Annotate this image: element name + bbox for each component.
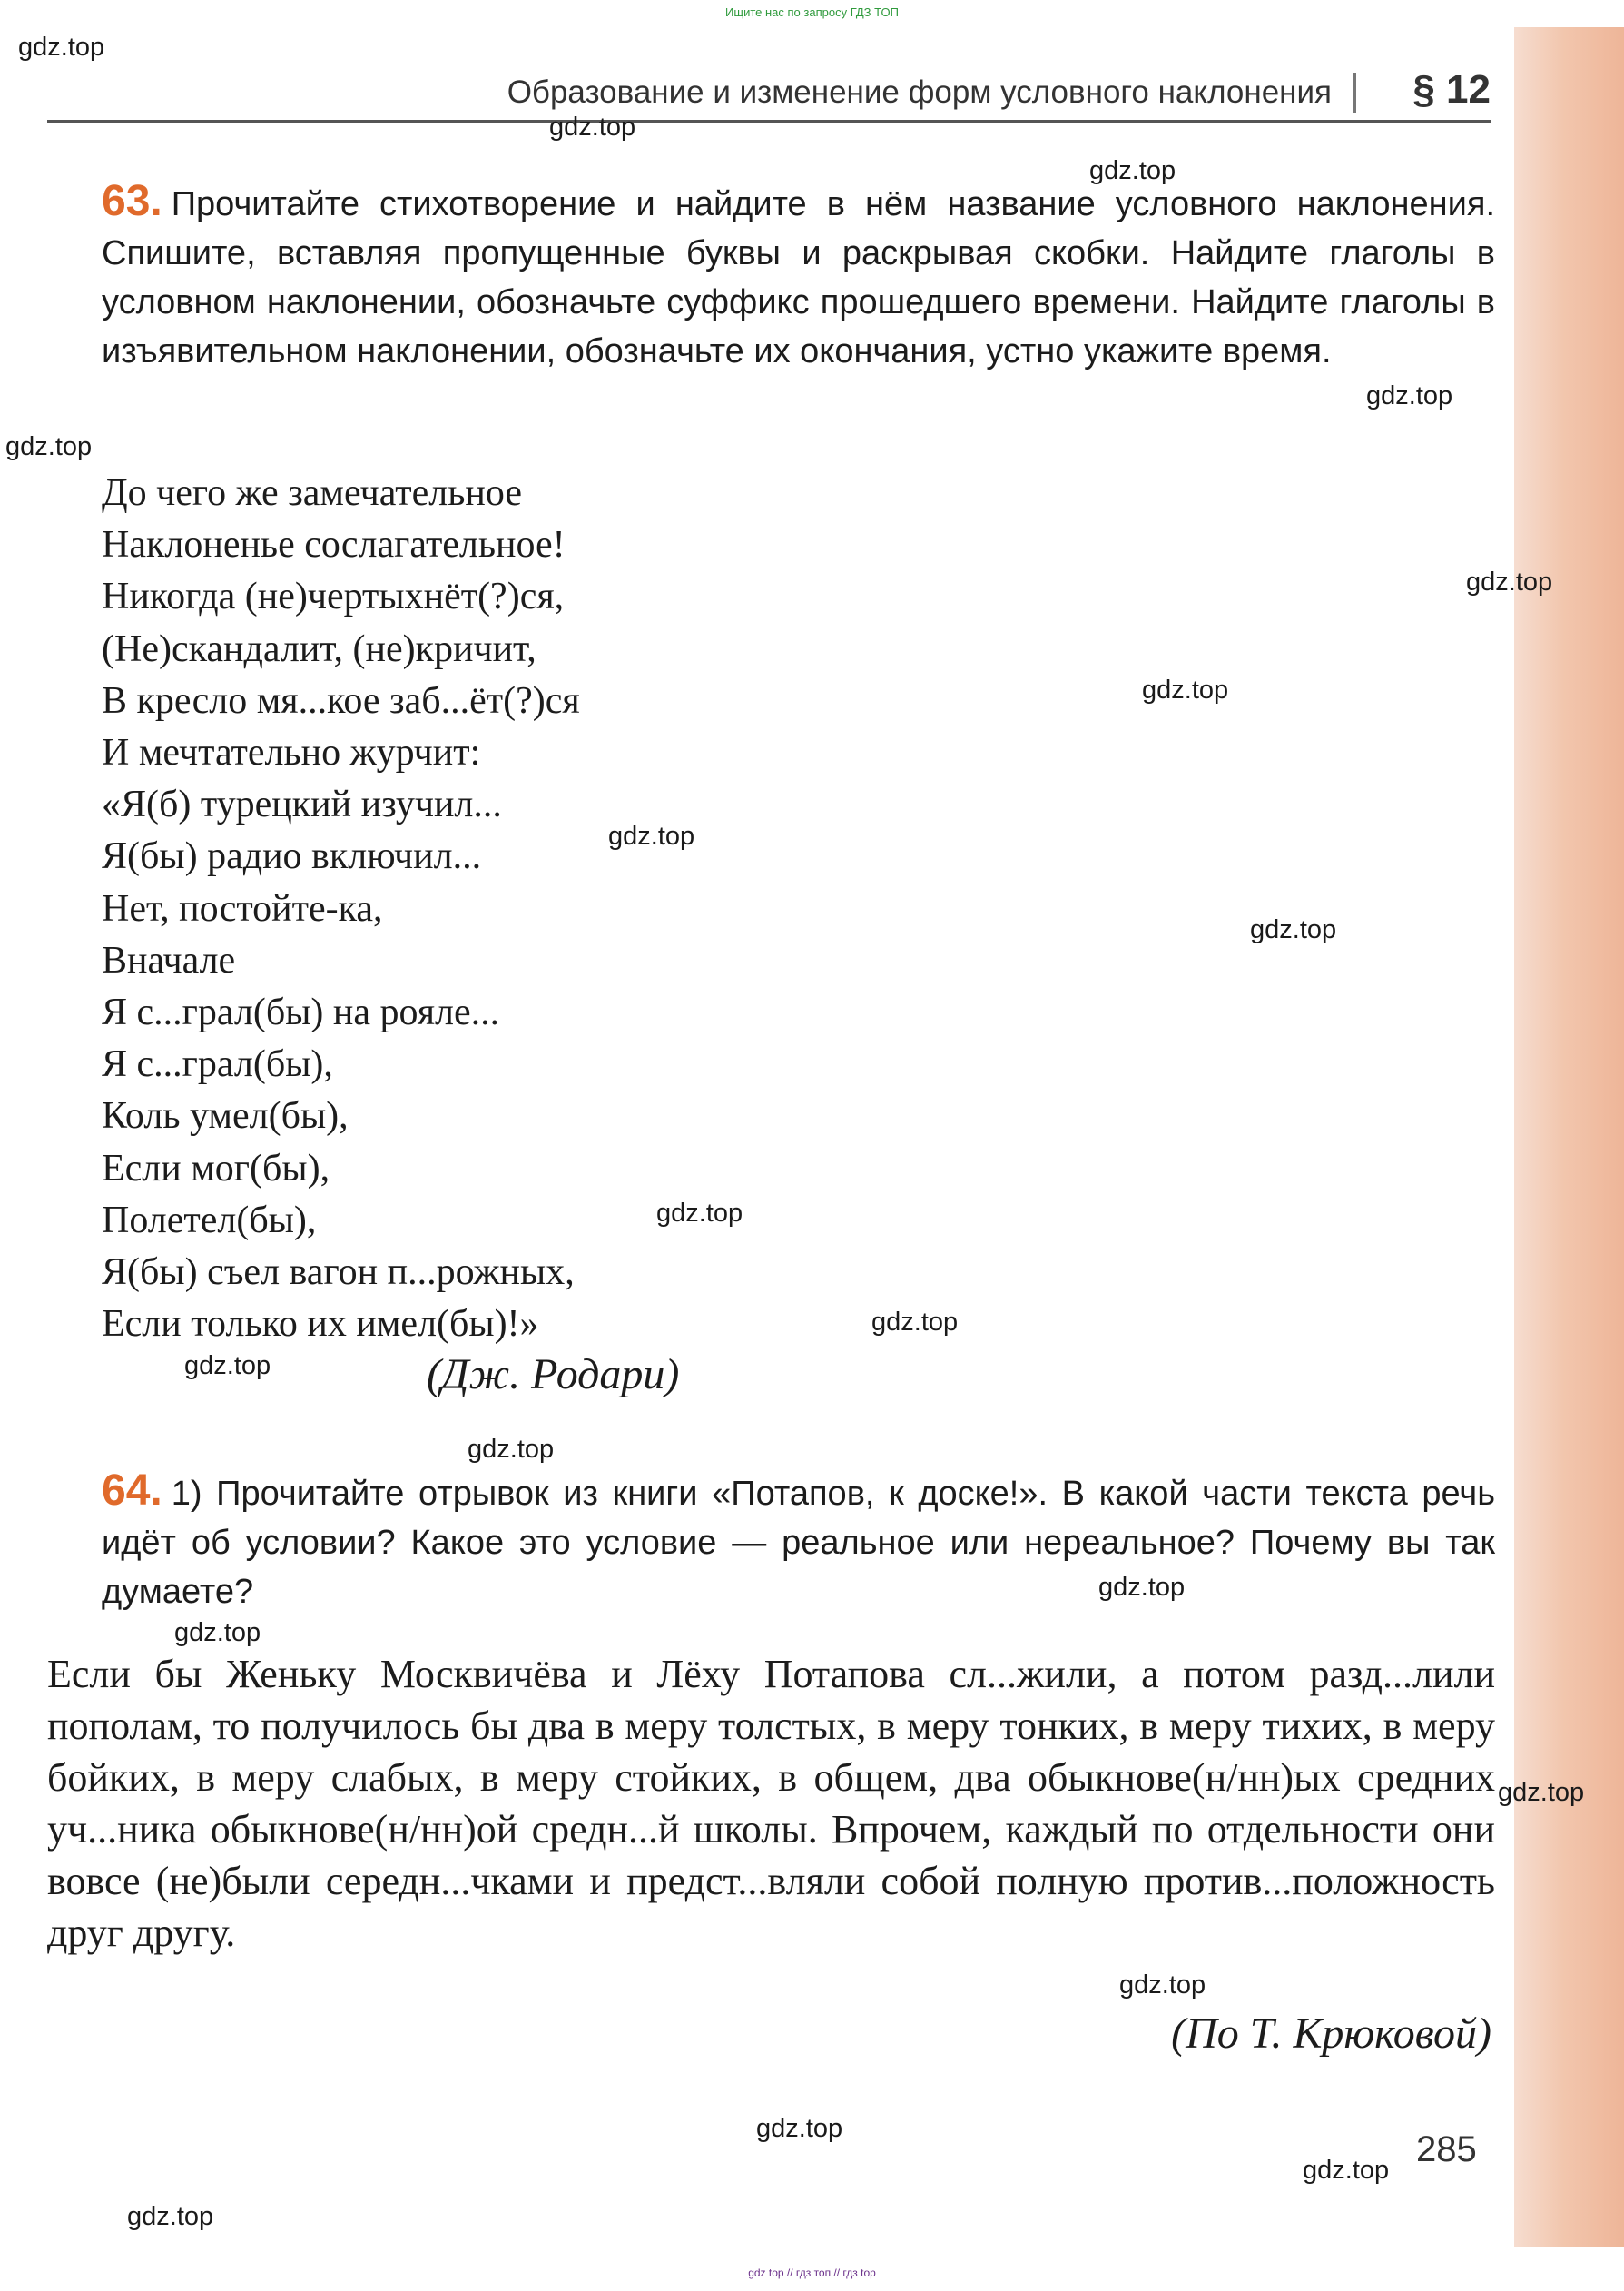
section-number: § 12 (1412, 67, 1491, 112)
site-watermark: gdz.top (1366, 381, 1453, 410)
poem-line: Если мог(бы), (102, 1147, 330, 1190)
site-watermark: gdz.top (468, 1435, 555, 1464)
prose-author: (По Т. Крюковой) (1171, 2010, 1491, 2058)
poem-author: (Дж. Родари) (427, 1350, 680, 1398)
site-watermark: gdz.top (127, 2202, 214, 2231)
site-watermark: gdz.top (184, 1351, 271, 1380)
site-watermark: gdz.top (1142, 676, 1229, 705)
task-63 (102, 177, 1495, 376)
task-number: 63. (102, 177, 162, 225)
site-watermark: gdz.top (1498, 1778, 1585, 1807)
site-watermark: gdz.top (1250, 915, 1337, 944)
site-watermark: gdz.top (656, 1199, 743, 1228)
page-number: 285 (1416, 2129, 1477, 2169)
task-number: 64. (102, 1466, 162, 1515)
site-watermark: gdz.top (1089, 156, 1176, 185)
site-watermark: gdz.top (1098, 1573, 1186, 1602)
site-watermark: gdz.top (5, 432, 93, 461)
site-watermark: gdz.top (756, 2114, 843, 2143)
poem-line: Если только их имел(бы)!» (102, 1303, 539, 1346)
task-64 (102, 1466, 1495, 1616)
prose-excerpt: Если бы Женьку Москвичёва и Лёху Потапова сл...жили, а потом разд...лили пополам, то получилось бы два в меру толстых, в меру тонких, в меру тихих, в меру бойких, в меру слабых, в меру стойких, в общем, два обыкнове(н/нн)ых средних уч...ника обыкнове(н/нн)ой средн...й школы. Впрочем, каждый по отдельности они вовсе (не)были середн...чками и предст...вляли собой полную против...положность друг другу. (47, 1652, 1495, 1955)
poem-line: Нет, постойте-ка, (102, 887, 383, 930)
site-watermark: gdz.top (1119, 1970, 1206, 2000)
poem-line: Я(бы) радио включил... (102, 835, 482, 878)
site-watermark: gdz.top (549, 113, 636, 142)
poem-line: Вначале (102, 939, 236, 982)
bottom-watermark: gdz top // гдз топ // гдз top (748, 2266, 876, 2279)
site-watermark: gdz.top (1303, 2156, 1390, 2185)
task-text: Прочитайте стихотворение и найдите в нём название условного наклонения. Спишите, вставляя пропущенные буквы и раскрывая скобки. Найдите глаголы в условном наклонении, обозначьте суффикс прошедшего времени. Найдите глаголы в изъявительном наклонении, обозначьте их окончания, устно укажите время. (102, 185, 1495, 370)
top-watermark: Ищите нас по запросу ГДЗ ТОП (725, 5, 899, 19)
site-watermark: gdz.top (608, 822, 695, 851)
header-divider (1353, 73, 1356, 113)
header-title: Образование и изменение форм условного наклонения (507, 74, 1332, 110)
poem-line: Никогда (не)чертыхнёт(?)ся, (102, 576, 565, 618)
poem-line: В кресло мя...кое заб...ёт(?)ся (102, 679, 580, 722)
poem-line: (Не)скандалит, (не)кричит, (102, 627, 536, 670)
poem-line: И мечтательно журчит: (102, 732, 481, 775)
poem-line: «Я(б) турецкий изучил... (102, 784, 502, 826)
site-watermark: gdz.top (871, 1308, 959, 1337)
page-edge (1514, 27, 1624, 2247)
poem-line: Я(бы) съел вагон п...рожных, (102, 1251, 575, 1294)
site-watermark: gdz.top (1466, 568, 1553, 597)
site-watermark: gdz.top (18, 33, 105, 62)
poem-line: Я с...грал(бы) на рояле... (102, 992, 500, 1034)
task-text: 1) Прочитайте отрывок из книги «Потапов, к доске!». В какой части текста речь идёт об условии? Какое это условие — реальное или нереальное? Почему вы так думаете? (102, 1475, 1495, 1611)
poem-line: Я с...грал(бы), (102, 1043, 333, 1086)
poem-line: До чего же замечательное (102, 472, 523, 514)
poem-line: Наклоненье сослагательное! (102, 524, 566, 567)
poem-line: Полетел(бы), (102, 1199, 317, 1241)
poem-line: Коль умел(бы), (102, 1095, 349, 1138)
poem (102, 468, 580, 1350)
page-header (47, 64, 1491, 123)
site-watermark: gdz.top (174, 1618, 261, 1647)
